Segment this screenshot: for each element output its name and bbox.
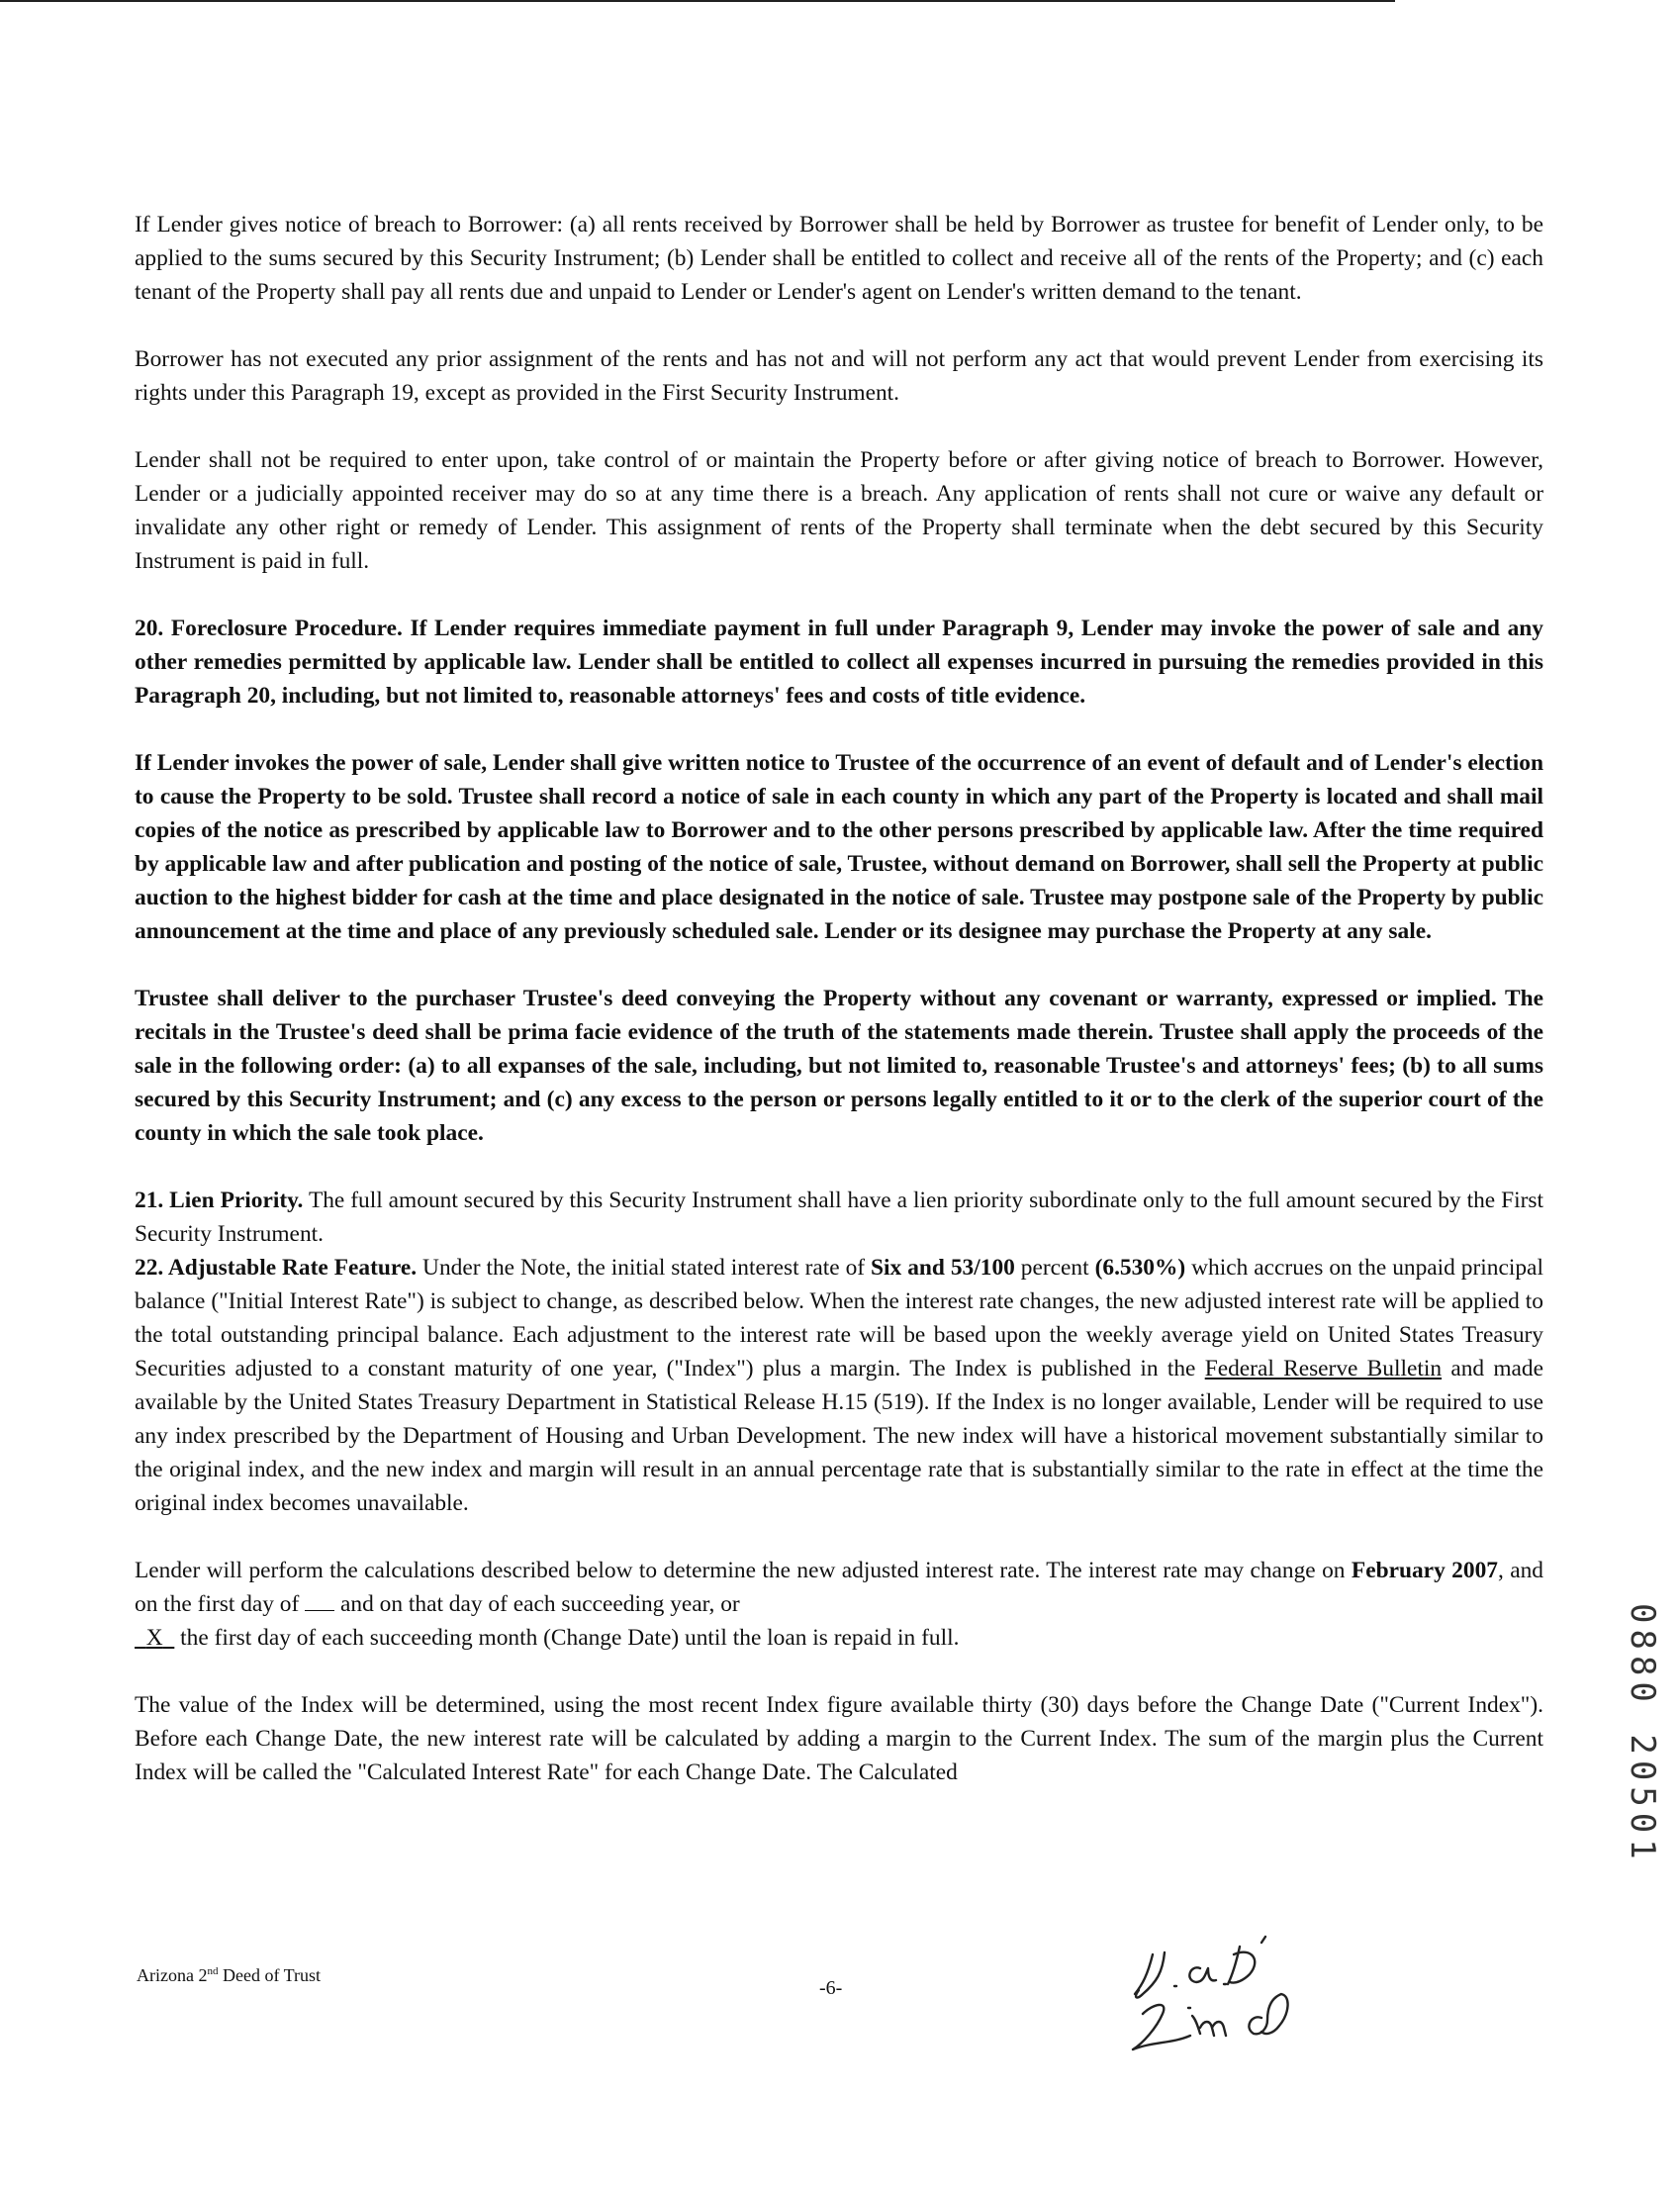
footer-title-rest: Deed of Trust (222, 1965, 321, 1985)
publication-title: Federal Reserve Bulletin (1204, 1356, 1443, 1381)
paragraph-prior-assignment: Borrower has not executed any prior assignment of the rents and has not and will not perform any act that would prevent Lender from exercising its rights under this Paragraph 19, except as provided in the First Security Instrument. (135, 346, 1543, 406)
paragraph-trustee-deed: Trustee shall deliver to the purchaser Trustee's deed conveying the Property without any covenant or warranty, expressed or implied. The recitals in the Trustee's deed shall be prima facie evidence of the truth of the statements made therein. Trustee shall apply the proceeds of the sale in the following order: (a) to all expanses of the sale, including, but not limited to, reasonable Trustee's and attorneys' fees; (b) to all sums secured by this Security Instrument; and (c) any excess to the person or persons legally entitled to it or to the clerk of the superior court of the county in which the sale took place. (135, 986, 1543, 1146)
change-date-text-b: , and on the first day of (135, 1558, 1543, 1617)
adjustable-rate-text-b: percent (1020, 1255, 1089, 1281)
check-mark: X (145, 1625, 163, 1651)
page-number: -6- (819, 1977, 843, 1999)
adjustable-rate-text-c: which accrues on the unpaid principal balance ("Initial Interest Rate") is subject to change, as described below. When the interest rate changes, the new adjusted interest rate will be applied to the total outstanding principal balance. Each adjustment to the interest rate will be based upon the weekly average yield on United States Treasury Securities adjusted to a constant maturity of one year, ("Index") plus a margin. The Index is published in the (135, 1255, 1543, 1381)
footer-title-sup: nd (207, 1965, 219, 1977)
adjustable-rate-text-d: and made available by the United States Treasury Department in Statistical Release H.15 (519). If the Index is no longer available, Lender will be required to use any index prescribed by the Department of Housing and Urban Development. The new index will have a historical movement substantially similar to the original index, and the new index and margin will result in an annual percentage rate that is substantially similar to the rate in effect at the time the original index becomes unavailable. (135, 1356, 1544, 1516)
selected-option-mark (135, 1625, 174, 1651)
change-date-text-c: and on that day of each succeeding year, or (340, 1591, 740, 1617)
paragraph-change-date (135, 1554, 1543, 1655)
paragraph-rents-breach: If Lender gives notice of breach to Borrower: (a) all rents received by Borrower shall be held by Borrower as trustee for benefit of Lender only, to be applied to the sums secured by this Security Instrument; (b) Lender shall be entitled to collect and receive all of the rents of the Property; and (c) each tenant of the Property shall pay all rents due and unpaid to Lender or Lender's agent on Lender's written demand to the tenant. (135, 212, 1543, 305)
footer-document-title (137, 1965, 321, 1986)
paragraph-foreclosure-procedure: 20. Foreclosure Procedure. If Lender requires immediate payment in full under Paragraph 9, Lender may invoke the power of sale and any other remedies permitted by applicable law. Lender shall be entitled to collect all expenses incurred in pursuing the remedies provided in this Paragraph 20, including, but not limited to, reasonable attorneys' fees and costs of title evidence. (135, 616, 1543, 709)
lien-priority-text: The full amount secured by this Security Instrument shall have a lien priority subordinate only to the full amount secured by the First Security Instrument. (135, 1188, 1543, 1247)
footer-title-part: Arizona 2 (137, 1965, 208, 1985)
top-border-line (0, 0, 1395, 2)
first-change-date: February 2007 (1351, 1558, 1498, 1583)
handwritten-initials (1113, 1925, 1341, 2063)
lien-priority-heading: 21. Lien Priority. (135, 1188, 304, 1213)
blank-line (305, 1594, 334, 1611)
paragraph-current-index: The value of the Index will be determined, using the most recent Index figure available thirty (30) days before the Change Date ("Current Index"). Before each Change Date, the new interest rate will be calculated by adding a margin to the Current Index. The sum of the margin plus the Current Index will be called the "Calculated Interest Rate" for each Change Date. The Calculated (135, 1692, 1543, 1785)
rate-in-words: Six and 53/100 (871, 1255, 1015, 1281)
adjustable-rate-heading: 22. Adjustable Rate Feature. (135, 1255, 418, 1281)
change-date-text-d: the first day of each succeeding month (Change Date) until the loan is repaid in full. (180, 1625, 960, 1651)
paragraph-lien-priority (135, 1184, 1543, 1251)
document-body (135, 208, 1543, 1823)
rate-number: (6.530%) (1094, 1255, 1186, 1281)
paragraph-adjustable-rate (135, 1251, 1543, 1520)
adjustable-rate-text-a: Under the Note, the initial stated interest rate of (422, 1255, 866, 1281)
paragraph-power-of-sale: If Lender invokes the power of sale, Lender shall give written notice to Trustee of the occurrence of an event of default and of Lender's election to cause the Property to be sold. Trustee shall record a notice of sale in each county in which any part of the Property is located and shall mail copies of the notice as prescribed by applicable law to Borrower and to the other persons prescribed by applicable law. After the time required by applicable law and after publication and posting of the notice of sale, Trustee, without demand on Borrower, shall sell the Property at public auction to the highest bidder for cash at the time and place designated in the notice of sale. Trustee may postpone sale of the Property by public announcement at the time and place of any previously scheduled sale. Lender or its designee may purchase the Property at any sale. (135, 750, 1543, 944)
paragraph-lender-control: Lender shall not be required to enter upon, take control of or maintain the Property before or after giving notice of breach to Borrower. However, Lender or a judicially appointed receiver may do so at any time there is a breach. Any application of rents shall not cure or waive any default or invalidate any other right or remedy of Lender. This assignment of rents of the Property shall terminate when the debt secured by this Security Instrument is paid in full. (135, 447, 1543, 574)
side-stamp-number: 0880 20501 (1623, 1603, 1662, 1865)
change-date-text-a: Lender will perform the calculations described below to determine the new adjusted interest rate. The interest rate may change on (135, 1558, 1346, 1583)
